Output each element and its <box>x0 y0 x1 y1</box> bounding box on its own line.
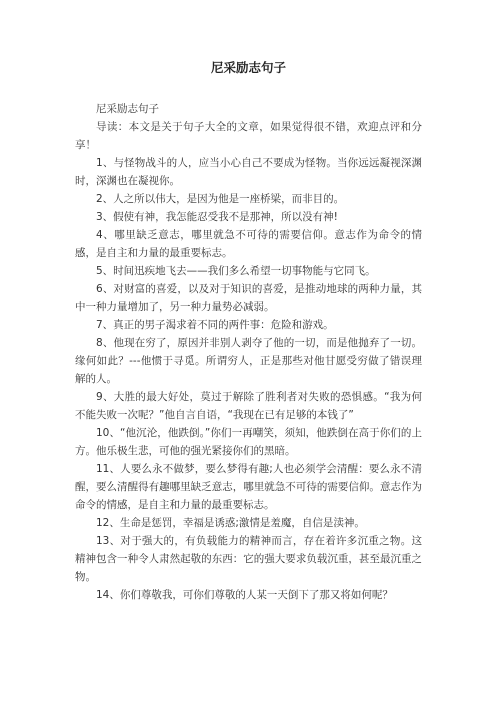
paragraph-5: 5、时间迅疾地飞去——我们多么希望一切事物能与它同飞。 <box>96 265 376 277</box>
paragraph-7: 7、真正的男子渴求着不同的两件事：危险和游戏。 <box>96 319 334 331</box>
document-title: 尼采励志句子 <box>210 60 286 75</box>
paragraph-1: 1、与怪物战斗的人，应当小心自己不要成为怪物。当你远远凝视深渊时，深渊也在凝视你。 <box>75 157 422 187</box>
paragraph-4: 4、哪里缺乏意志，哪里就急不可待的需要信仰。意志作为命令的情感，是自主和力量的最重要标志。 <box>75 229 422 259</box>
paragraph-8: 8、他现在穷了，原因并非别人剥夺了他的一切，而是他抛弃了一切。缘何如此？---他惯于寻觅。所谓穷人，正是那些对他甘愿受穷做了错误理解的人。 <box>75 337 422 385</box>
paragraph-3: 3、假使有神，我怎能忍受我不是那神，所以没有神! <box>96 211 338 223</box>
paragraph-10: 10、“他沉沦，他跌倒。”你们一再嘲笑，须知，他跌倒在高于你们的上方。他乐极生悲，可他的强光紧接你们的黑暗。 <box>75 427 422 457</box>
paragraph-13: 13、对于强大的，有负载能力的精神而言，存在着许多沉重之物。这精神包含一种令人肃然起敬的东西：它的强大要求负载沉重，甚至最沉重之物。 <box>75 535 422 583</box>
paragraph-11: 11、人要么永不做梦，要么梦得有趣;人也必须学会清醒：要么永不清醒，要么清醒得有趣哪里缺乏意志，哪里就急不可待的需要信仰。意志作为命令的情感，是自主和力量的最重要标志。 <box>75 463 422 511</box>
paragraph-12: 12、生命是惩罚，幸福是诱惑;激情是羞魔，自信是渎神。 <box>96 517 365 529</box>
paragraph-intro: 导读：本文是关于句子大全的文章，如果觉得很不错，欢迎点评和分享！ <box>75 121 422 151</box>
paragraph-6: 6、对财富的喜爱，以及对于知识的喜爱，是推动地球的两种力量，其中一种力量增加了，另一种力量势必减弱。 <box>75 283 422 313</box>
paragraph-2: 2、人之所以伟大，是因为他是一座桥梁，而非目的。 <box>96 193 345 205</box>
paragraph-14: 14、你们尊敬我，可你们尊敬的人某一天倒下了那又将如何呢？ <box>96 589 393 601</box>
document-subtitle: 尼采励志句子 <box>96 103 159 115</box>
paragraph-9: 9、大胜的最大好处，莫过于解除了胜利者对失败的恐惧感。“我为何不能失败一次呢？”他自言自语，“我现在已有足够的本钱了” <box>75 391 422 421</box>
